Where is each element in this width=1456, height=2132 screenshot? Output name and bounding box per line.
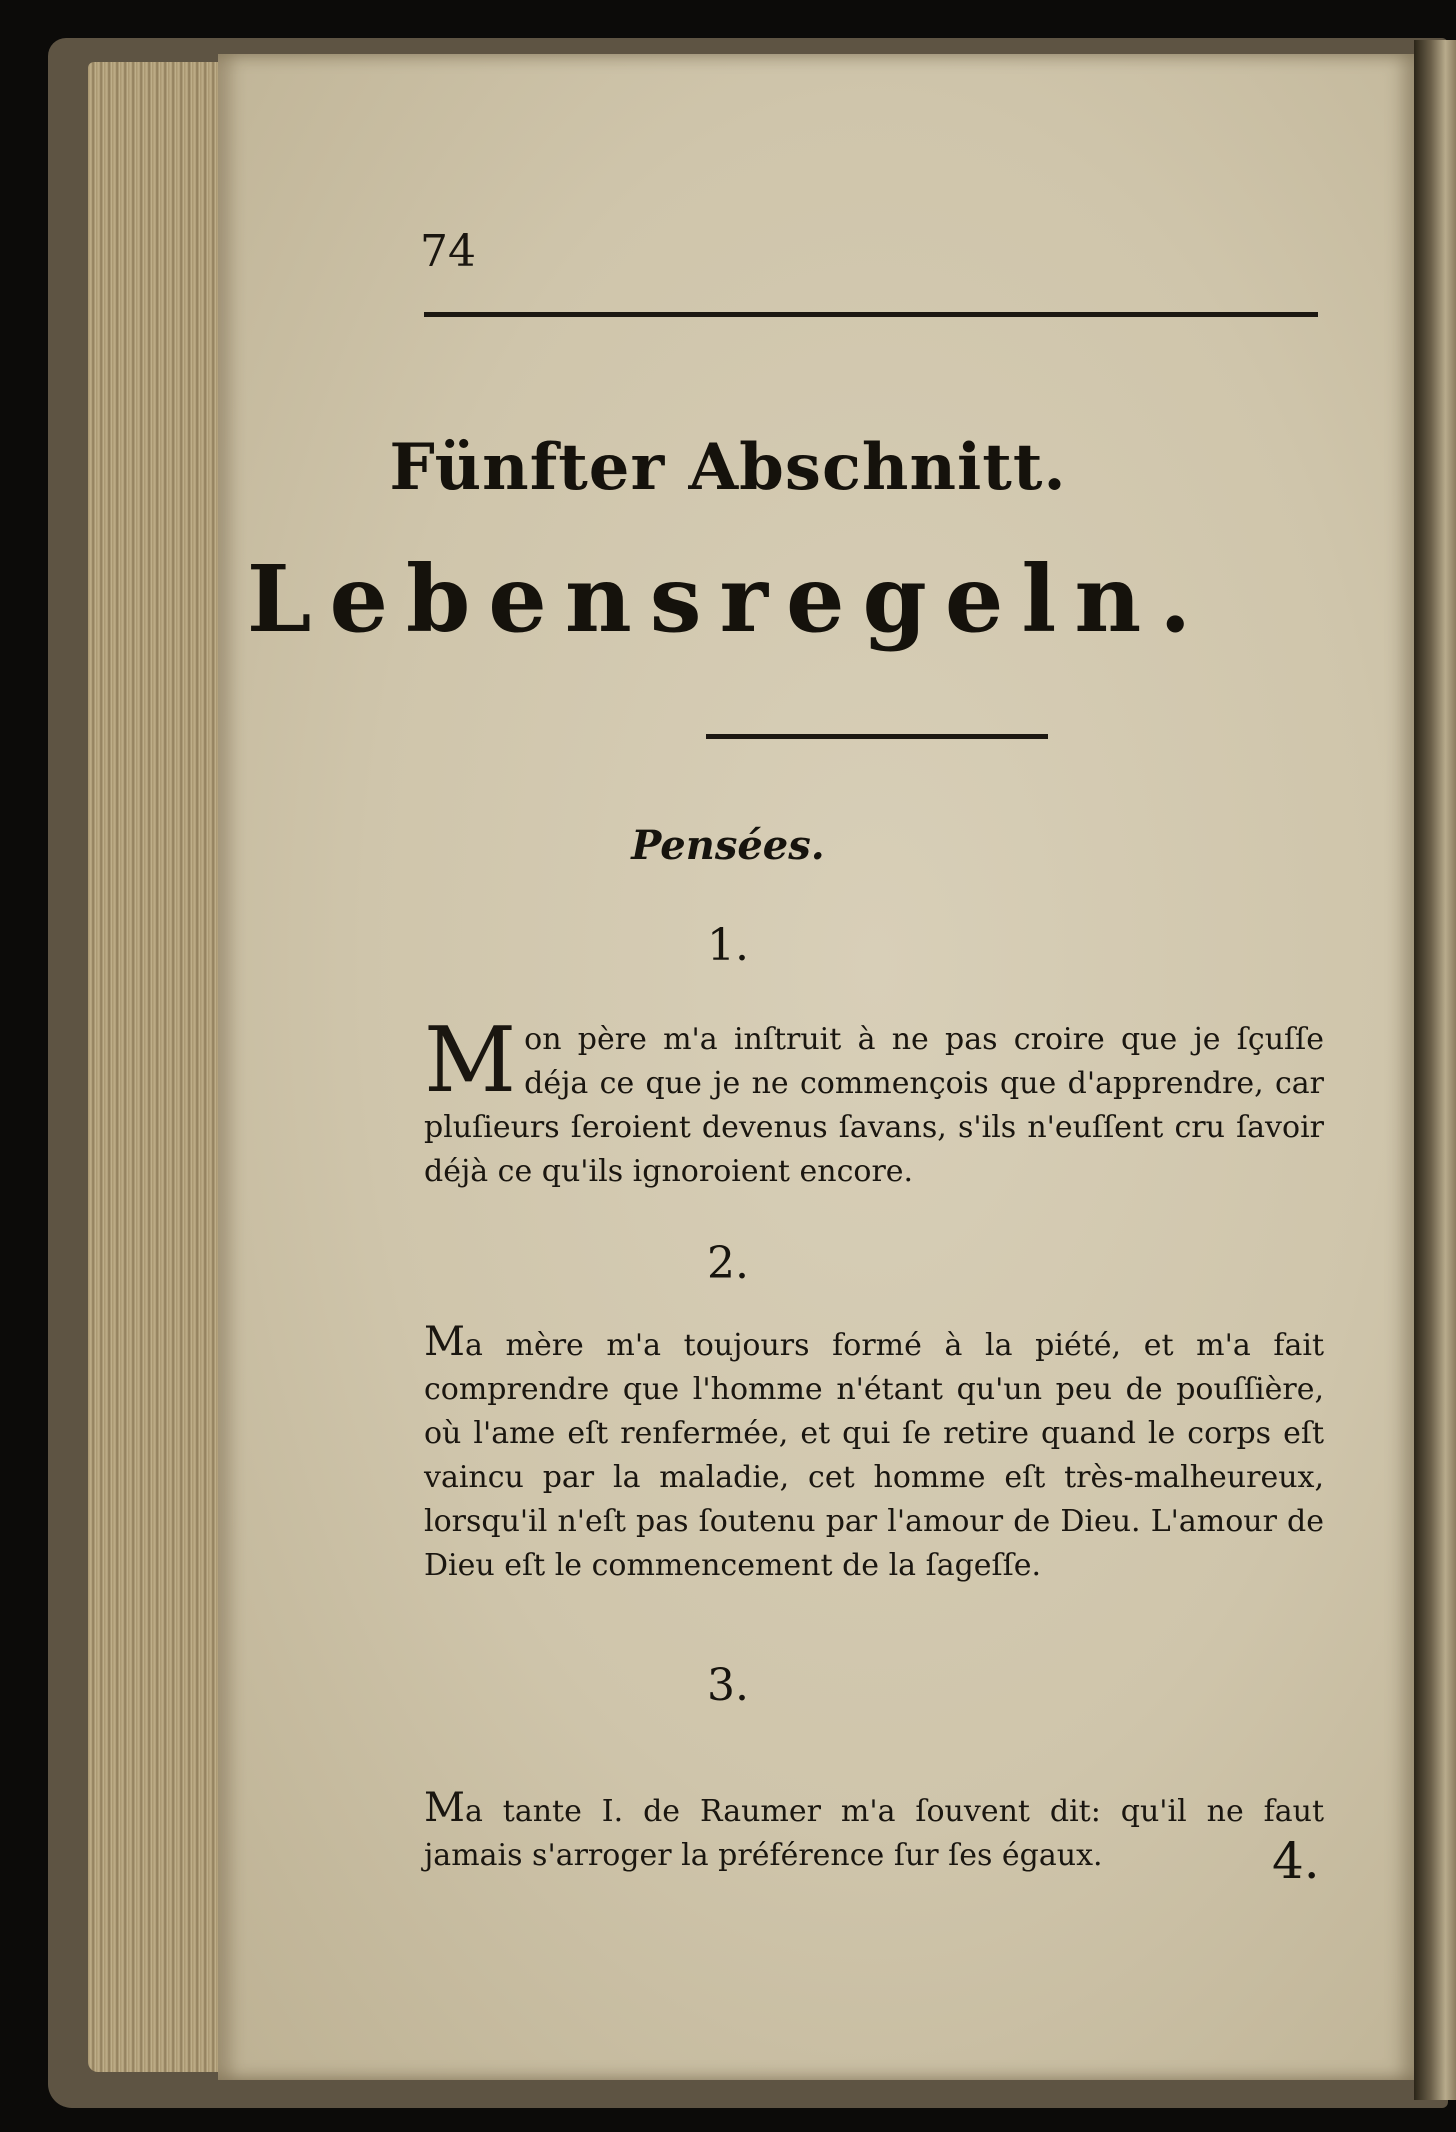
title-rule bbox=[706, 734, 1048, 739]
entry-text: a tante I. de Raumer m'a ſouvent dit: qu'il ne faut jamais s'arroger la préférence ſur ſes égaux. bbox=[424, 1794, 1324, 1873]
entry-text: on père m'a inſtruit à ne pas croire que je ſçuſſe déja ce que je ne commençois que d'apprendre, car pluſieurs ſeroient devenus ſavans, s'ils n'euſſent cru ſavoir déjà ce qu'ils ignoroient encore. bbox=[424, 1022, 1324, 1189]
chapter-title: Lebensregeln. bbox=[246, 545, 1210, 653]
entry-number: 3. bbox=[707, 1660, 749, 1711]
section-heading: Fünfter Abschnitt. bbox=[389, 430, 1067, 505]
initial-letter: M bbox=[424, 1785, 465, 1831]
entry-paragraph bbox=[424, 1786, 1324, 1878]
subtitle: Pensées. bbox=[631, 822, 825, 869]
facing-page-edge bbox=[1414, 40, 1456, 2100]
entry-number: 1. bbox=[707, 920, 749, 971]
entry-paragraph bbox=[424, 1320, 1324, 1588]
catchword: 4. bbox=[1272, 1832, 1320, 1890]
entry-number: 2. bbox=[707, 1238, 749, 1289]
entry-paragraph bbox=[424, 1008, 1324, 1194]
drop-cap-initial: M bbox=[424, 1008, 517, 1113]
page-number: 74 bbox=[420, 226, 476, 277]
header-rule bbox=[424, 312, 1318, 317]
page-edges bbox=[88, 62, 228, 2072]
initial-letter: M bbox=[424, 1319, 465, 1365]
entry-text: a mère m'a toujours formé à la piété, et m'a fait comprendre que l'homme n'étant qu'un peu de pouſſière, où l'ame eſt renfermée, et qui ſe retire quand le corps eſt vaincu par la maladie, cet homme eſt très-malheureux, lorsqu'il n'eſt pas ſoutenu par l'amour de Dieu. L'amour de Dieu eſt le commencement de la ſageſſe. bbox=[424, 1328, 1324, 1583]
